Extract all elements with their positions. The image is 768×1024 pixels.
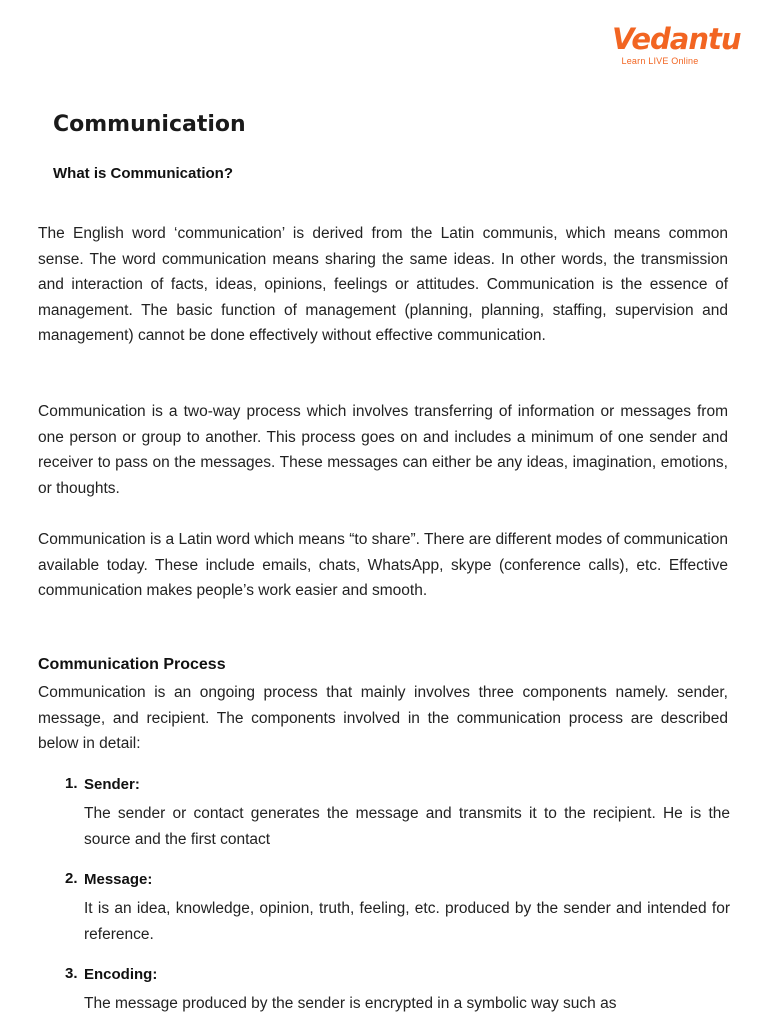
logo-tagline: Learn LIVE Online	[621, 56, 699, 66]
list-item-number: 3.	[65, 965, 78, 982]
paragraph-definition: The English word ‘communication’ is derived from the Latin communis, which means common sense. The word communication means sharing the same ideas. In other words, the transmission and interaction of facts, ideas, opinions, feelings or attitudes. Communication is the essence of management. The basic function of management (planning, planning, staffing, supervision and management) cannot be done effectively without effective communication.	[38, 225, 728, 345]
list-item-title: Sender:	[84, 776, 140, 793]
section-subheading: What is Communication?	[53, 165, 233, 182]
list-item	[38, 962, 730, 1017]
process-intro: Communication is an ongoing process that mainly involves three components namely. sender, message, and recipient. The components involved in the communication process are described below in detail:	[38, 684, 728, 753]
list-item	[38, 867, 730, 962]
list-item-number: 2.	[65, 870, 78, 887]
paragraph-two-way-process: Communication is a two-way process which involves transferring of information or messages from one person or group to another. This process goes on and includes a minimum of one sender and receiver to pass on the messages. These messages can either be any ideas, imagination, emotions, or thoughts.	[38, 403, 728, 497]
vedantu-logo	[612, 22, 741, 66]
process-components-list	[38, 772, 730, 1017]
logo-wordmark: Vedantu	[612, 22, 741, 56]
page-title: Communication	[53, 112, 246, 137]
list-item-title: Encoding:	[84, 966, 158, 983]
list-item-number: 1.	[65, 775, 78, 792]
list-item-title: Message:	[84, 871, 153, 888]
process-heading: Communication Process	[38, 656, 226, 673]
list-item-text: The message produced by the sender is encrypted in a symbolic way such as	[84, 995, 617, 1012]
list-item	[38, 772, 730, 867]
list-item-text: The sender or contact generates the message and transmits it to the recipient. He is the source and the first contact	[84, 805, 730, 848]
paragraph-modes: Communication is a Latin word which means “to share”. There are different modes of communication available today. These include emails, chats, WhatsApp, skype (conference calls), etc. Effective communication makes people’s work easier and smooth.	[38, 531, 728, 600]
list-item-text: It is an idea, knowledge, opinion, truth, feeling, etc. produced by the sender and intended for reference.	[84, 900, 730, 943]
